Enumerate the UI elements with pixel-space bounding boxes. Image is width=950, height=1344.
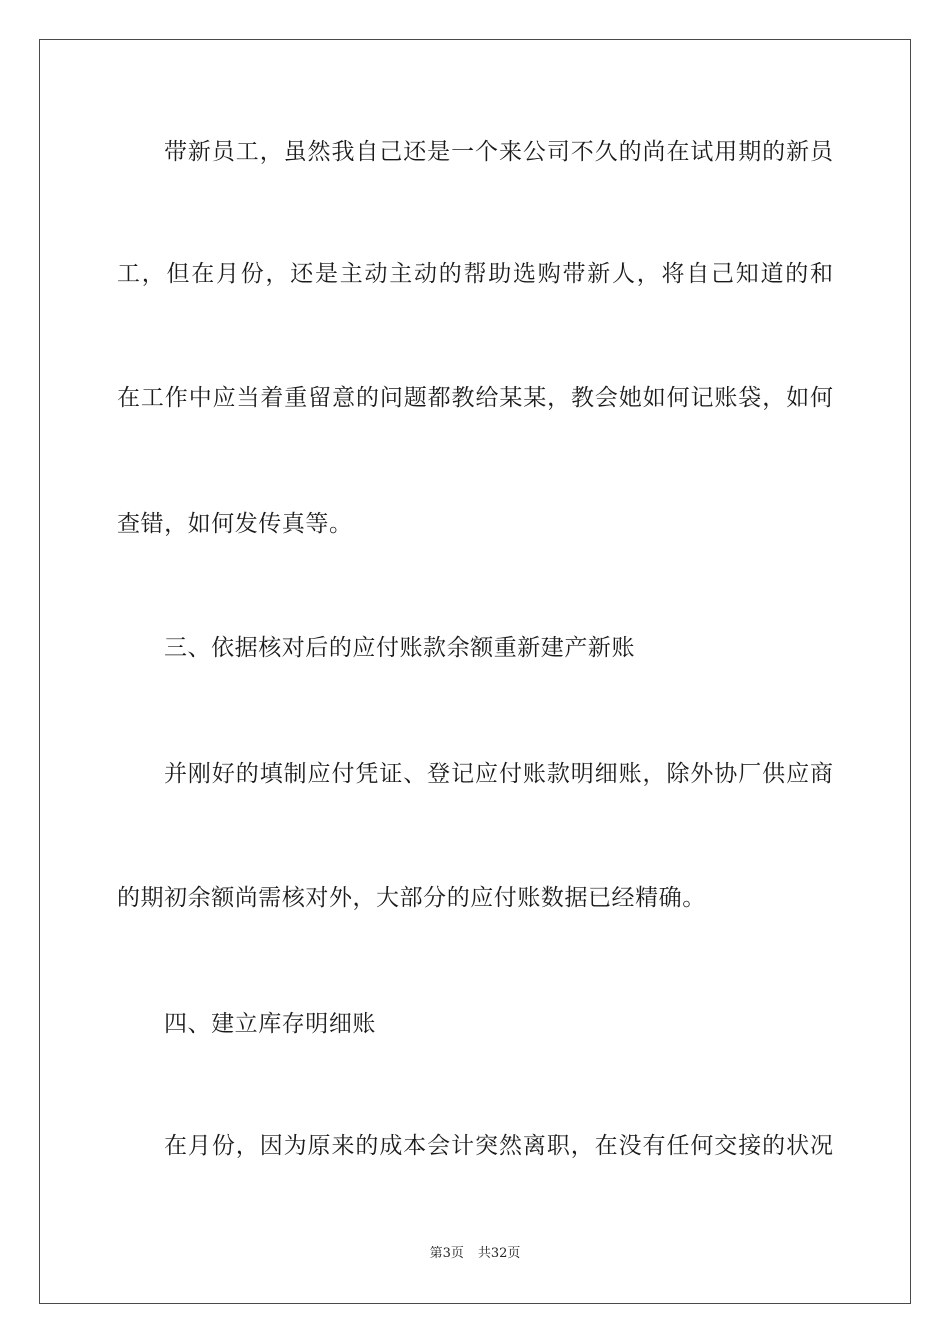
page-border bbox=[39, 39, 911, 1304]
paragraph-line-1: 带新员工，虽然我自己还是一个来公司不久的尚在试用期的新员 bbox=[164, 139, 833, 165]
section-heading-3: 三、依据核对后的应付账款余额重新建产新账 bbox=[164, 635, 635, 661]
paragraph-line-2: 工，但在月份，还是主动主动的帮助选购带新人，将自己知道的和 bbox=[117, 261, 833, 287]
paragraph-line-7: 在月份，因为原来的成本会计突然离职，在没有任何交接的状况 bbox=[164, 1133, 833, 1159]
paragraph-line-5: 并刚好的填制应付凭证、登记应付账款明细账，除外协厂供应商 bbox=[164, 761, 833, 787]
page-total: 共32页 bbox=[477, 1246, 521, 1261]
paragraph-line-6: 的期初余额尚需核对外，大部分的应付账数据已经精确。 bbox=[117, 885, 706, 911]
paragraph-line-4: 查错，如何发传真等。 bbox=[117, 511, 353, 537]
page-footer bbox=[0, 1245, 950, 1263]
page-number: 第3页 bbox=[429, 1246, 464, 1261]
section-heading-4: 四、建立库存明细账 bbox=[164, 1011, 376, 1037]
paragraph-line-3: 在工作中应当着重留意的问题都教给某某，教会她如何记账袋，如何 bbox=[117, 385, 833, 411]
